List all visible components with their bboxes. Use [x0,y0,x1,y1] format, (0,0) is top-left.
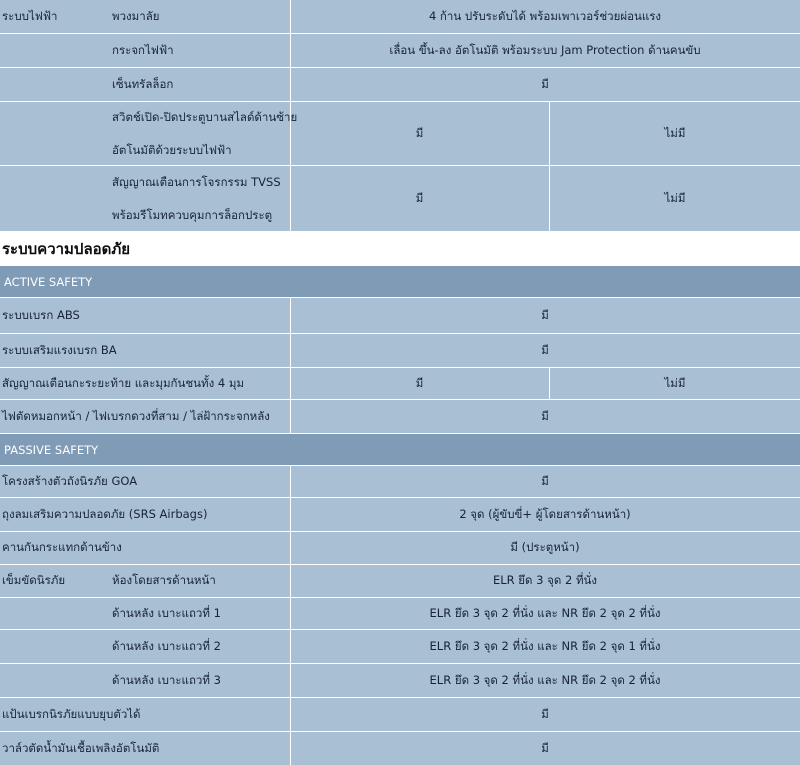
row-value-variant-b: ไม่มี [664,125,686,140]
row-value: มี [541,706,549,721]
row-value: ELR ยึด 3 จุด 2 ที่นั่ง และ NR ยึด 2 จุด 2 ที่นั่ง [429,672,661,687]
row-label: สัญญาณเตือนกะระยะท้าย และมุมกันชนทั้ง 4 มุม [2,375,245,390]
spec-row [0,34,800,68]
row-value-variant-a: มี [290,368,550,399]
row-value: มี [541,307,549,322]
row-label [112,166,281,231]
row-label: ด้านหลัง เบาะแถวที่ 1 [112,605,221,620]
row-label: คานกันกระแทกด้านข้าง [2,540,122,554]
spec-row [0,368,800,400]
row-label: แป้นเบรกนิรภัยแบบยุบตัวได้ [2,706,141,721]
passive-safety-header: PASSIVE SAFETY [0,434,800,466]
row-label: ด้านหลัง เบาะแถวที่ 2 [112,638,221,653]
category-label: เข็มขัดนิรภัย [2,573,66,587]
spec-row [0,334,800,368]
row-value: มี [541,342,549,357]
row-value: มี [541,408,549,423]
spec-row [0,698,800,732]
spec-row [0,166,800,232]
row-label-line2: พร้อมรีโมทควบคุมการล็อกประตู [112,207,273,222]
row-value: มี [541,473,549,488]
active-safety-header: ACTIVE SAFETY [0,266,800,298]
row-label: ไฟตัดหมอกหน้า / ไฟเบรกดวงที่สาม / ไล่ฝ้ากระจกหลัง [2,408,270,423]
spec-row [0,298,800,334]
spec-row [0,532,800,565]
row-label: โครงสร้างตัวถังนิรภัย GOA [2,473,138,488]
row-value-variant-b: ไม่มี [664,375,686,390]
row-label: กระจกไฟฟ้า [112,42,174,57]
row-value: ELR ยึด 3 จุด 2 ที่นั่ง และ NR ยึด 2 จุด 1 ที่นั่ง [429,638,661,653]
row-value: ELR ยึด 3 จุด 2 ที่นั่ง และ NR ยึด 2 จุด 2 ที่นั่ง [429,605,661,620]
row-value-variant-b: ไม่มี [664,190,686,205]
row-label-line1: สวิตช์เปิด-ปิดประตูบานสไลด์ด้านซ้าย [112,109,298,124]
row-label-line2: อัตโนมัติด้วยระบบไฟฟ้า [112,142,232,157]
spec-row [0,565,800,598]
row-label [112,102,297,165]
spec-row [0,68,800,102]
section-title: ระบบความปลอดภัย [0,232,800,266]
row-value: มี [541,76,549,91]
spec-row [0,466,800,498]
spec-row [0,498,800,532]
row-value-variant-a: มี [290,102,550,165]
row-label: เซ็นทรัลล็อก [112,76,174,91]
spec-row [0,102,800,166]
row-value: 2 จุด (ผู้ขับขี่+ ผู้โดยสารด้านหน้า) [459,506,631,521]
spec-row [0,664,800,698]
spec-row [0,630,800,664]
row-value-variant-a: มี [290,166,550,231]
row-label: ห้องโดยสารด้านหน้า [112,573,216,587]
row-value: ELR ยึด 3 จุด 2 ที่นั่ง [492,573,598,587]
spec-row [0,732,800,765]
spec-row [0,400,800,434]
row-value: มี [541,740,549,755]
row-label: ระบบเบรก ABS [2,307,80,322]
row-label: ถุงลมเสริมความปลอดภัย (SRS Airbags) [2,506,208,521]
row-label: ระบบเสริมแรงเบรก BA [2,342,117,357]
row-value: มี (ประตูหน้า) [510,540,580,554]
row-value: เลื่อน ขึ้น-ลง อัตโนมัติ พร้อมระบบ Jam Protection ด้านคนขับ [389,42,701,57]
spec-row [0,598,800,630]
row-value: 4 ก้าน ปรับระดับได้ พร้อมเพาเวอร์ช่วยผ่อนแรง [428,8,662,23]
row-label: วาล์วตัดน้ำมันเชื้อเพลิงอัตโนมัติ [2,740,160,755]
row-label-line1: สัญญาณเตือนการโจรกรรม TVSS [112,174,281,189]
row-label: พวงมาลัย [112,8,160,23]
spec-row [0,0,800,34]
category-label: ระบบไฟฟ้า [2,8,58,23]
row-label: ด้านหลัง เบาะแถวที่ 3 [112,672,221,687]
